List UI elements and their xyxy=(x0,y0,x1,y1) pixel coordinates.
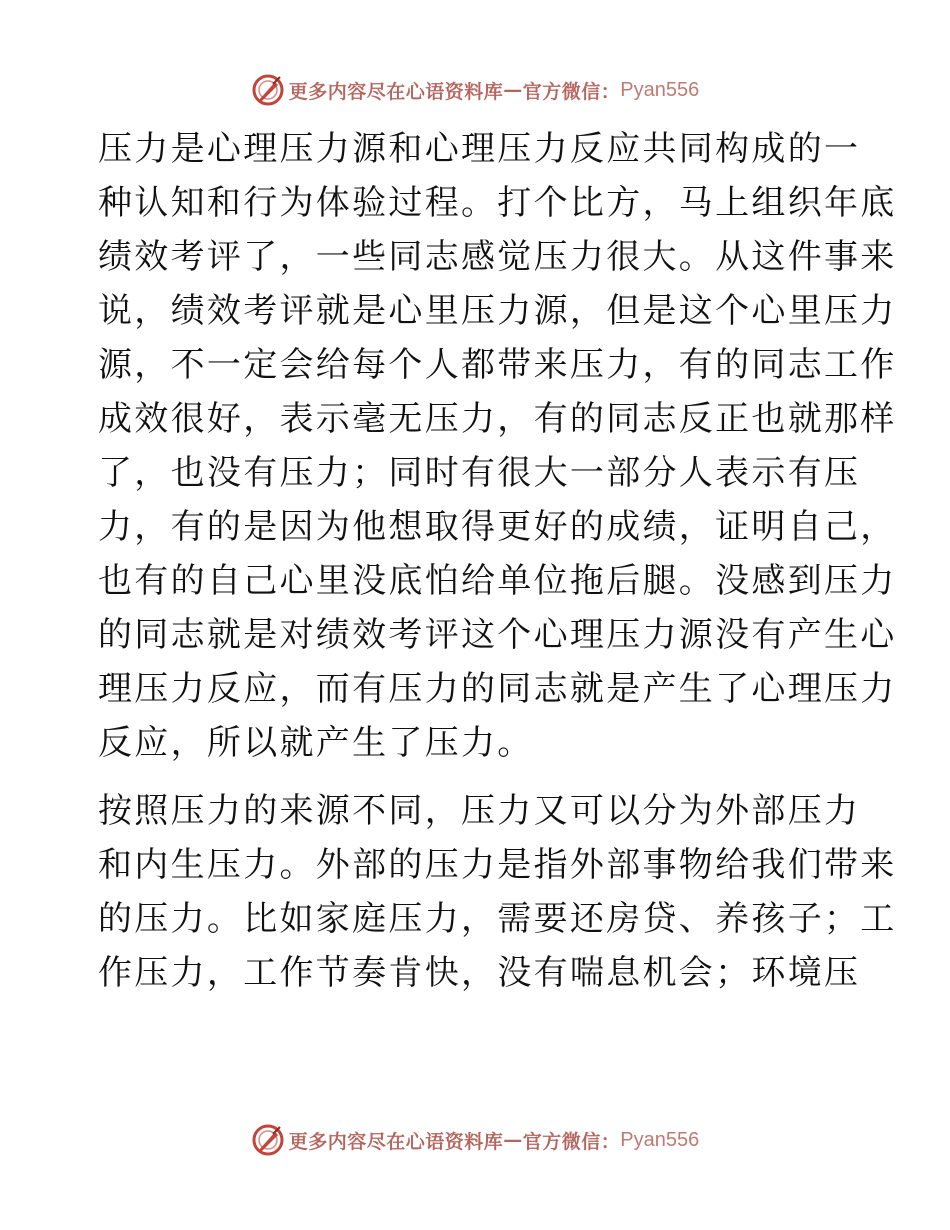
text-line: 说，绩效考评就是心里压力源，但是这个心里压力 xyxy=(98,291,897,331)
watermark-separator: — xyxy=(503,79,523,101)
text-line: 力，有的是因为他想取得更好的成绩，证明自己， xyxy=(98,507,897,547)
text-line: 压力是心理压力源和心理压力反应共同构成的一 xyxy=(98,129,861,169)
text-line: 理压力反应，而有压力的同志就是产生了心理压力 xyxy=(98,669,897,709)
text-line: 种认知和行为体验过程。打个比方，马上组织年底 xyxy=(98,183,897,223)
text-line: 也有的自己心里没底怕给单位拖后腿。没感到压力 xyxy=(98,561,897,601)
text-line: 按照压力的来源不同，压力又可以分为外部压力 xyxy=(98,791,861,831)
watermark-text: 更多内容尽在心语资料库 xyxy=(288,80,504,103)
document-body xyxy=(98,122,897,1014)
text-line: 的同志就是对绩效考评这个心理压力源没有产生心 xyxy=(98,615,897,655)
text-line: 和内生压力。外部的压力是指外部事物给我们带来 xyxy=(98,845,897,885)
text-line: 源，不一定会给每个人都带来压力，有的同志工作 xyxy=(98,345,897,385)
watermark-wechat-label: 官方微信： xyxy=(522,1130,621,1153)
watermark-wechat-id: Pyan556 xyxy=(620,78,700,101)
watermark-wechat-id: Pyan556 xyxy=(620,1128,700,1151)
paragraph-2 xyxy=(98,784,897,1000)
text-line: 反应，所以就产生了压力。 xyxy=(98,723,534,763)
footer-watermark xyxy=(0,1120,950,1160)
text-line: 的压力。比如家庭压力，需要还房贷、养孩子；工 xyxy=(98,899,897,939)
watermark-text: 更多内容尽在心语资料库 xyxy=(288,1130,504,1153)
text-line: 了，也没有压力；同时有很大一部分人表示有压 xyxy=(98,453,861,493)
header-watermark xyxy=(0,70,950,110)
watermark-wechat-label: 官方微信： xyxy=(522,80,621,103)
text-line: 成效很好，表示毫无压力，有的同志反正也就那样 xyxy=(98,399,897,439)
text-line: 作压力，工作节奏肯快，没有喘息机会；环境压 xyxy=(98,953,861,993)
text-line: 绩效考评了，一些同志感觉压力很大。从这件事来 xyxy=(98,237,897,277)
quill-logo-icon xyxy=(251,1123,285,1157)
paragraph-1 xyxy=(98,122,897,770)
watermark-separator: — xyxy=(503,1129,523,1151)
quill-logo-icon xyxy=(251,73,285,107)
